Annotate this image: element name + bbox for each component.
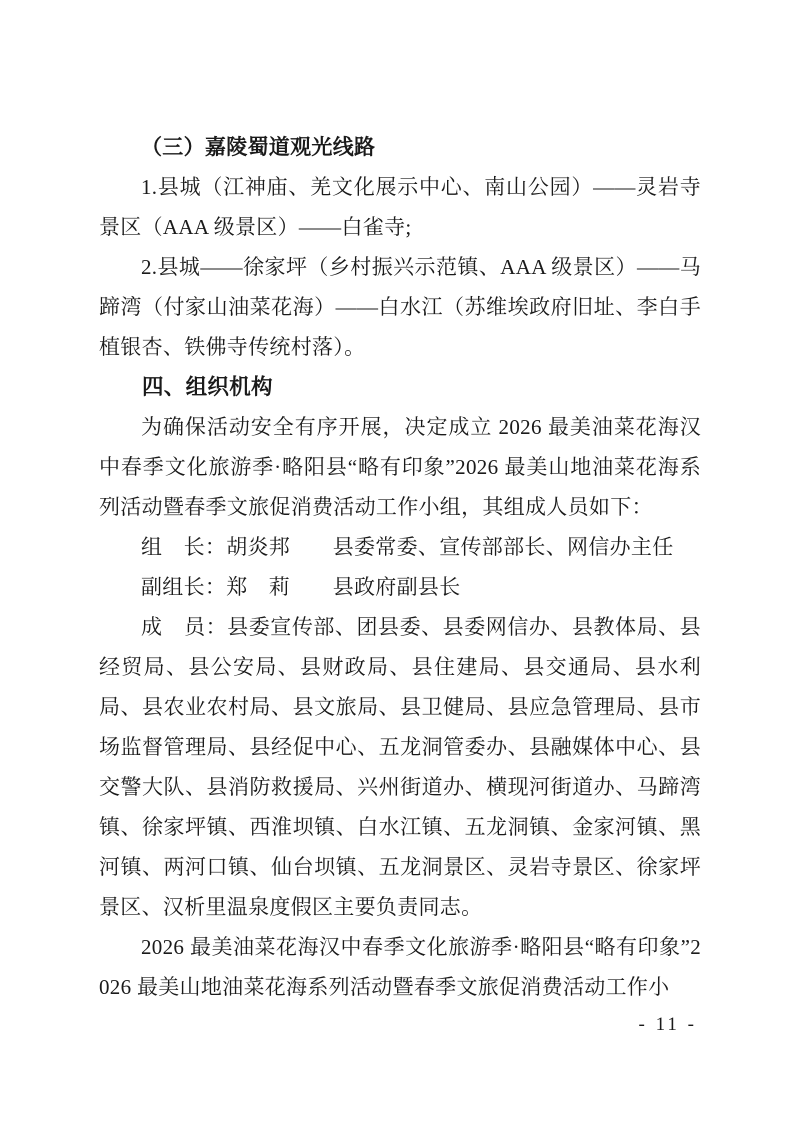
page-number: - 11 - [638,1014,697,1035]
intro-paragraph: 为确保活动安全有序开展，决定成立 2026 最美油菜花海汉中春季文化旅游季·略阳县“略有印象”2026 最美山地油菜花海系列活动暨春季文旅促消费活动工作小组，其组成人员如下： [99,415,701,519]
document-body [99,127,701,1007]
route-1-paragraph: 1.县城（江神庙、羌文化展示中心、南山公园）——灵岩寺景区（AAA 级景区）——白雀寺; [99,175,701,239]
members-paragraph: 成 员：县委宣传部、团县委、县委网信办、县教体局、县经贸局、县公安局、县财政局、县住建局、县交通局、县水利局、县农业农村局、县文旅局、县卫健局、县应急管理局、县市场监督管理局、县经促中心、五龙洞管委办、县融媒体中心、县交警大队、县消防救援局、兴州街道办、横现河街道办、马蹄湾镇、徐家坪镇、西淮坝镇、白水江镇、五龙洞镇、金家河镇、黑河镇、两河口镇、仙台坝镇、五龙洞景区、灵岩寺景区、徐家坪景区、汉析里温泉度假区主要负责同志。 [99,615,701,919]
deputy-leader-line: 副组长：郑 莉 县政府副县长 [141,575,461,599]
group-leader-line: 组 长：胡炎邦 县委常委、宣传部部长、网信办主任 [141,535,674,559]
closing-paragraph: 2026 最美油菜花海汉中春季文化旅游季·略阳县“略有印象”2026 最美山地油菜花海系列活动暨春季文旅促消费活动工作小 [99,935,701,999]
section-3-heading: （三）嘉陵蜀道观光线路 [141,135,376,159]
route-2-paragraph: 2.县城——徐家坪（乡村振兴示范镇、AAA 级景区）——马蹄湾（付家山油菜花海）——白水江（苏维埃政府旧址、李白手植银杏、铁佛寺传统村落）。 [99,255,701,359]
section-4-heading: 四、组织机构 [142,375,273,399]
